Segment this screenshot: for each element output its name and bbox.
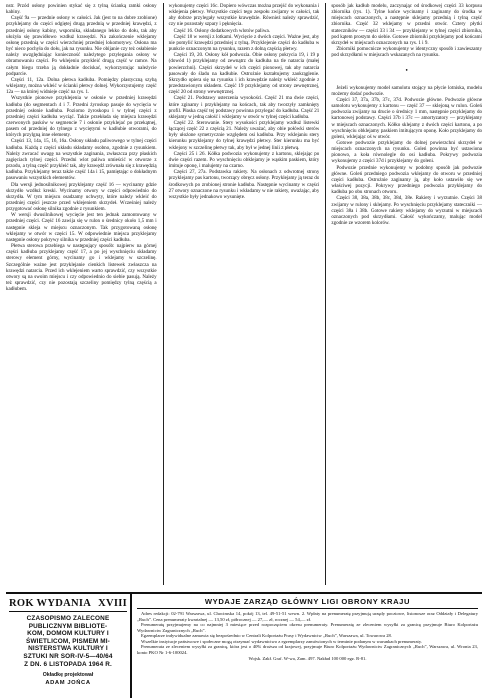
paragraph: Gotowe podwozie przyklejamy do dolnej powierzchni skrzydeł w miejscach oznaczonych na rysunku. Goleń powinna być ustawiona pionowo, a koła równolegle do osi kadłuba. Pokrywy podwozia wykonujemy z części 37d i przyklejamy do goleni. [331,139,483,165]
paragraph: Jeżeli wykonujemy model samolotu stojący na płycie lotniska, modelu możemy dodać podwozie. [331,84,483,97]
info-paragraph: Wszelkie instytucje państwowe i społeczne mogą otrzymać wydawnictwo z egzemplarzy zamówionych w terminie podanym w warunkach prenumeraty. [141,638,422,644]
cover-credit-label: Okładkę projektował [42,672,94,679]
subscription-info [137,611,478,655]
year-number: XVIII [98,598,127,609]
paragraph: Podwozie przednie wykonujemy w podobny sposób jak podwozie główne. Goleń przedniego podwozia wklejamy do otworu w przedniej części kadłuba. Ostrożnie zaginamy ją, aby koło ustawiło się we właściwej pozycji. Pokrywy przedniego podwozia przyklejamy do kadłuba po obu stronach otworu. [331,164,483,196]
paragraph: nstr. Przód osłony powinien stykać się z tylną ścianką ramki osłony kabiny. [6,3,157,16]
paragraph: Dla wersji jednosilnikowej przyklejamy część 16 — wycinamy gdzie skrzydło wzdłuż kreski. Wycinamy otwory w części odpowiednio do skrzydła. W tym miejscu osadzamy uchwyty, które należy wkleić do przedniej części jeszcze przed wklejeniem skrzydeł. Wcześniej należy przygotować osłonę silnika zgodnie z rysunkiem. [6,181,157,213]
publisher-info-box [132,594,482,698]
paragraph: Część 22. Sterowanie. Stery wysokości przyklejamy wzdłuż listewki łączącej część 22 z częścią 21. Należy uważać, aby obie połówki sterów były ułożone symetrycznie względem osi kadłuba. Przy wklejaniu stery kierunku przyklejamy do tylnej krawędzi płetwy. Ster kierunku ma być wklejony w szczelinę płetwy tak, aby był w jednej linii z płetwą. [168,119,320,151]
paragraph: Część 9a — przednie osłony w całości. Jak (jest to na dobre zrobione) przyklejamy do części odgiętej drugą przednią w przedniej krawędzi, z przedniej osłony kabiny, wspornika, składanego lekko do dołu, tak aby ułożyła się prawidłowo wzdłuż krawędzi. Na zakończenie wklejamy osłonę przednią w części wierzchniej przedniej lokomotywy. Osłona ma być nieco pochyła do dołu, jak na rysunku. Nie obijanie czy też osłabienie należy uwzględniając konieczność należytego przylegania osłony w obramowaniu części. Po wklejeniu przykleić drugą część w ramce. Na całym biegu trzeba ją dokładnie dociskać, wykorzystując należycie podparcie. [6,15,157,77]
magazine-recommendation [9,615,127,668]
article-column-2 [163,3,320,585]
year-label: ROK WYDANIA [9,598,92,609]
article-column-3 [325,3,482,585]
paragraph: Część 16. Osłony dodatkowych wlotów paliwa. [173,27,270,34]
paragraph: Część 21. Podstawy usterzenia wysokości. Część 21 ma dwie części, które zginamy i przyklejamy na końcach, tak aby tworzyły zamknięty profil. Płaska część tej podstawy powinna przylegać do kadłuba. Część 21 sklejamy w jedną całość i wklejamy w otwór w tylnej części kadłuba. [168,95,320,120]
paragraph: Części 13, 14a, 15, 16, 16a. Osłony układu paliwowego w tylnej części kadłuba. Każdą z części układu składamy osobno, zgodnie z rysunkiem. Należy zwracać uwagę na wszystkie zaginania, zwłaszcza przy płaskich zagięciach tylnej części. Przedni wlot paliwa umieścić w otworze z przodu, a tylną część przykleić tak, aby krawędź zrównała się z krawędzią kadłuba. Przyklejamy teraz także część 14a i 15, pamiętając o dokładnym pasowaniu wszystkich elementów. [6,138,157,182]
colophon-footer [6,592,482,698]
article-column-1 [6,3,157,585]
info-paragraph: Prenumerata ze zleceniem wysyłki za granicę, która jest o 40% droższa od krajowej, przyjmuje Biuro Kolportażu Wydawnictw Zagranicznych „Ruch”, Warszawa, ul. Wronia 23, konto PKO Nr 1-6-100024. [137,644,478,655]
recommendation-line: KOM, DOMOM KULTURY I [27,630,109,638]
paragraph: Części 37, 37a, 37b, 37c, 37d. Podwozie główne. Podwozie główne samolotu wykonujemy z kartonu — część 37 — sklejoną w rulon. Goleń podwozia zwijamy na drucie o średnicy 1 mm, następnie przyklejamy do kartonowej podstawy. Części 37b i 37c — amortyzatory — przyklejamy w miejscach oznaczonych. Kółko sklejamy z dwóch części kartonu, a po wyschnięciu obklejamy paskiem imitującym oponę. Koło przyklejamy do goleni, wklejając oś w otwór. [331,96,483,140]
section-separator: • [405,68,408,75]
paragraph: Części 27, 27a. Podstawka rakiety. Na osłonach z odwrotnej strony przyklejamy pas kartonu, tworzący obręcz osłony. Przyklejamy ją teraz do środkowych po zrobionej stronie kadłuba. Następnie wycinamy w części 27 otwory oznaczone na rysunku i wkładamy w nie rakiety, uważając, aby wszystkie były jednakowo wysunięte. [168,169,320,200]
article-columns [6,3,482,585]
recommendation-line: Z DN. 6 LISTOPADA 1964 R. [24,660,112,668]
printing-imprint: Wojsk. Zakł. Graf. W-wa, Zam. 497. Nakład 100 000 egz. R-81. [248,656,367,662]
cover-credit-author: ADAM JOŃCA [45,680,91,687]
paragraph: Wszystkie pionowe przyklejenia w osłonie w przedniej krawędzi kadłuba (do segmentach 4 i 7. Przedni żyroskop pasuje do wycięcia w przedniej osłonie kadłuba. Poziomo żyroskopu i w tylnej części z przedniej części kadłuba wyciąć. Także przekłada się miejsca krawędzi czerwonych pasków w segmencie 7 i osłonie przyklejać po przekątnej, pasem od przedniej do tylnego z wyciętymi w kadłubie otworami, do których przylgną inne elementy. [6,95,157,139]
paragraph: W wersji dwusilnikowej wycięcie jest ten jednak zamontowany w przedniej części. Część 16 zawija się w rulon o średnicy około 1,5 mm i następnie skleja w miejscu oznaczonym. Tak przygotowaną osłonę wklejamy w otwór w części 15. W odpowiednie miejsca przyklejamy następnie osłony pokrywy silnika w przedniej części kadłuba. [6,212,157,243]
paragraph: Części 25 i 26. Kółka podwozia wykonujemy z kartonu, sklejając po dwie części razem. Po wyschnięciu obklejamy je wąskim paskiem, który imituje oponę, i malujemy na czarno. [168,150,320,170]
info-paragraph: Egzemplarze indywidualne zamawia się bezpośrednio w Centrali Kolportażu Prasy i Wydawnictw „Ruch”, Warszawa, ul. Towarowa 28. [141,633,392,639]
recommendation-line: NISTERSTWA KULTURY I [28,645,108,653]
magazine-info-box [6,594,132,698]
paragraph: wykonujemy części 16c. Dopiero wówczas można przejść do wykonania i wklejenia płetwy. Wszystkie części tego zespołu zwijamy w całości, tak aby dobrze przylegały wszystkie krawędzie. Również należy sprawdzić, czy nie pozostały szpary i pęknięcia. [168,3,320,28]
publisher-heading: WYDAJE ZARZĄD GŁÓWNY LIGI OBRONY KRAJU [137,597,478,609]
info-paragraph: Adres redakcji: 02-791 Warszawa, ul. Chocimska 14, pokój 13, tel. 49-51-51 wewn. 2. Wpłaty na prenumeratę przyjmują urzędy pocztowe, listonosze oraz Oddziały i Delegatury „Ruch”. Cena prenumeraty kwartalnej — 13,50 zł, półrocznej — 27,— zł, rocznej — 54,— zł. [137,611,478,622]
paragraph: sposób jak kadłub modelu, zaczynając od środkowej części 33 korpusu zbiornika (rys. 1). Tylne końce wycinamy i zaginamy do środka w miejscach oznaczonych, a następnie sklejamy przednią i tylną część zbiornika. Część 32 wklejamy w przedni otwór. Cztery płytki stateczników — części 33 i 34 — przyklejamy w tylnej części zbiornika, pod kątem prostym do siebie. Gotowe zbiorniki przyklejamy pod końcami skrzydeł w miejscach oznaczonych na rys. 1 i 9. [331,3,483,46]
paragraph: Część 18 w wersji z lotkami. Wycięcie z dwóch części. Ważne jest, aby nie pomylić krawędzi przedniej z tylną. Przyklejenie części do kadłuba w punkcie oznaczonym na rysunku, razem z dolną częścią płetwy. [168,33,320,53]
recommendation-line: ŚWIETLICOM, PISMEM MI- [26,637,110,645]
recommendation-line: PUBLICZNYM BIBLIOTE- [28,622,108,630]
info-paragraph: Prenumeratę przyjmujemy na co najmniej 3 miesiące przed rozpoczęciem okresu prenumeraty. Prenumeratę ze zleceniem wysyłki za granicę przyjmuje Biuro Kolportażu Wydawnictw Zagranicznych „Ruch”. [137,622,478,633]
publication-year-line [9,598,127,612]
recommendation-line: SZTUKI NR SOR-IV-5—40/64 [23,652,113,660]
paragraph: Płetwa sterowa przebiega w następujący sposób: najpierw na górnej części kadłuba przyklejamy część 17, a po jej wyschnięciu składamy sterowy element górny, wycinamy go i wklejamy w szczelinę. Szczególnie ważne jest przyklejanie cienkich listewek zwłaszcza na krawędzi natarcia. Przed ich wklejeniem warto sprawdzić, czy wszystkie otwory są na swoim miejscu i czy odpowiednio do siebie pasują. Należy też sprawdzić, czy nie pozostają szczeliny pomiędzy tylną częścią a kadłubem. [6,243,157,293]
paragraph: Części 11, 12a. Dolna płetwa kadłuba. Pomiędzy plastyczną szybą wklejamy, można wkleić w ścianki płetwy dolnej. Wykorzystujemy część 12a — na której widnieje część na rys. 1. [6,76,157,96]
paragraph: Części 19, 20. Osłony kół podwozia. Obie osłony pokrycia 19, i 19 p (dowód 1) przyklejamy od zewnątrz do kadłuba na tle natarcia (małej powierzchni). Części skrzydeł w ich części pionowej, tak aby natarcia pasowały do śladu na kadłubie. Ostrożnie kształtujemy zaokrąglenie. Skrzydło opiera się na rysunku i ich krawędzie należy wkleić zgodnie z przedstawionym układem. Część 19 przyklejamy od strony zewnętrznej, część 20 od strony wewnętrznej. [168,52,320,96]
paragraph: Zbiorniki pomocnicze wykonujemy w identyczny sposób i zawieszamy pod skrzydłami w miejscach wskazanych na rysunku. [331,46,483,59]
recommendation-line: CZASOPISMO ZALECONE [26,615,110,622]
paragraph: Części 38, 38a, 38b, 38c, 38d, 38e. Rakiety i wyrzutnie. Części 38 zwijamy w rulony i sklejamy. Po wyschnięciu przyklejamy stateczniki — części 38a i 38b. Gotowe rakiety wklejamy do wyrzutni w miejscach oznaczonych pod skrzydłami. Całość wykończamy, malując model zgodnie ze wzorem kolorów. [331,195,483,226]
